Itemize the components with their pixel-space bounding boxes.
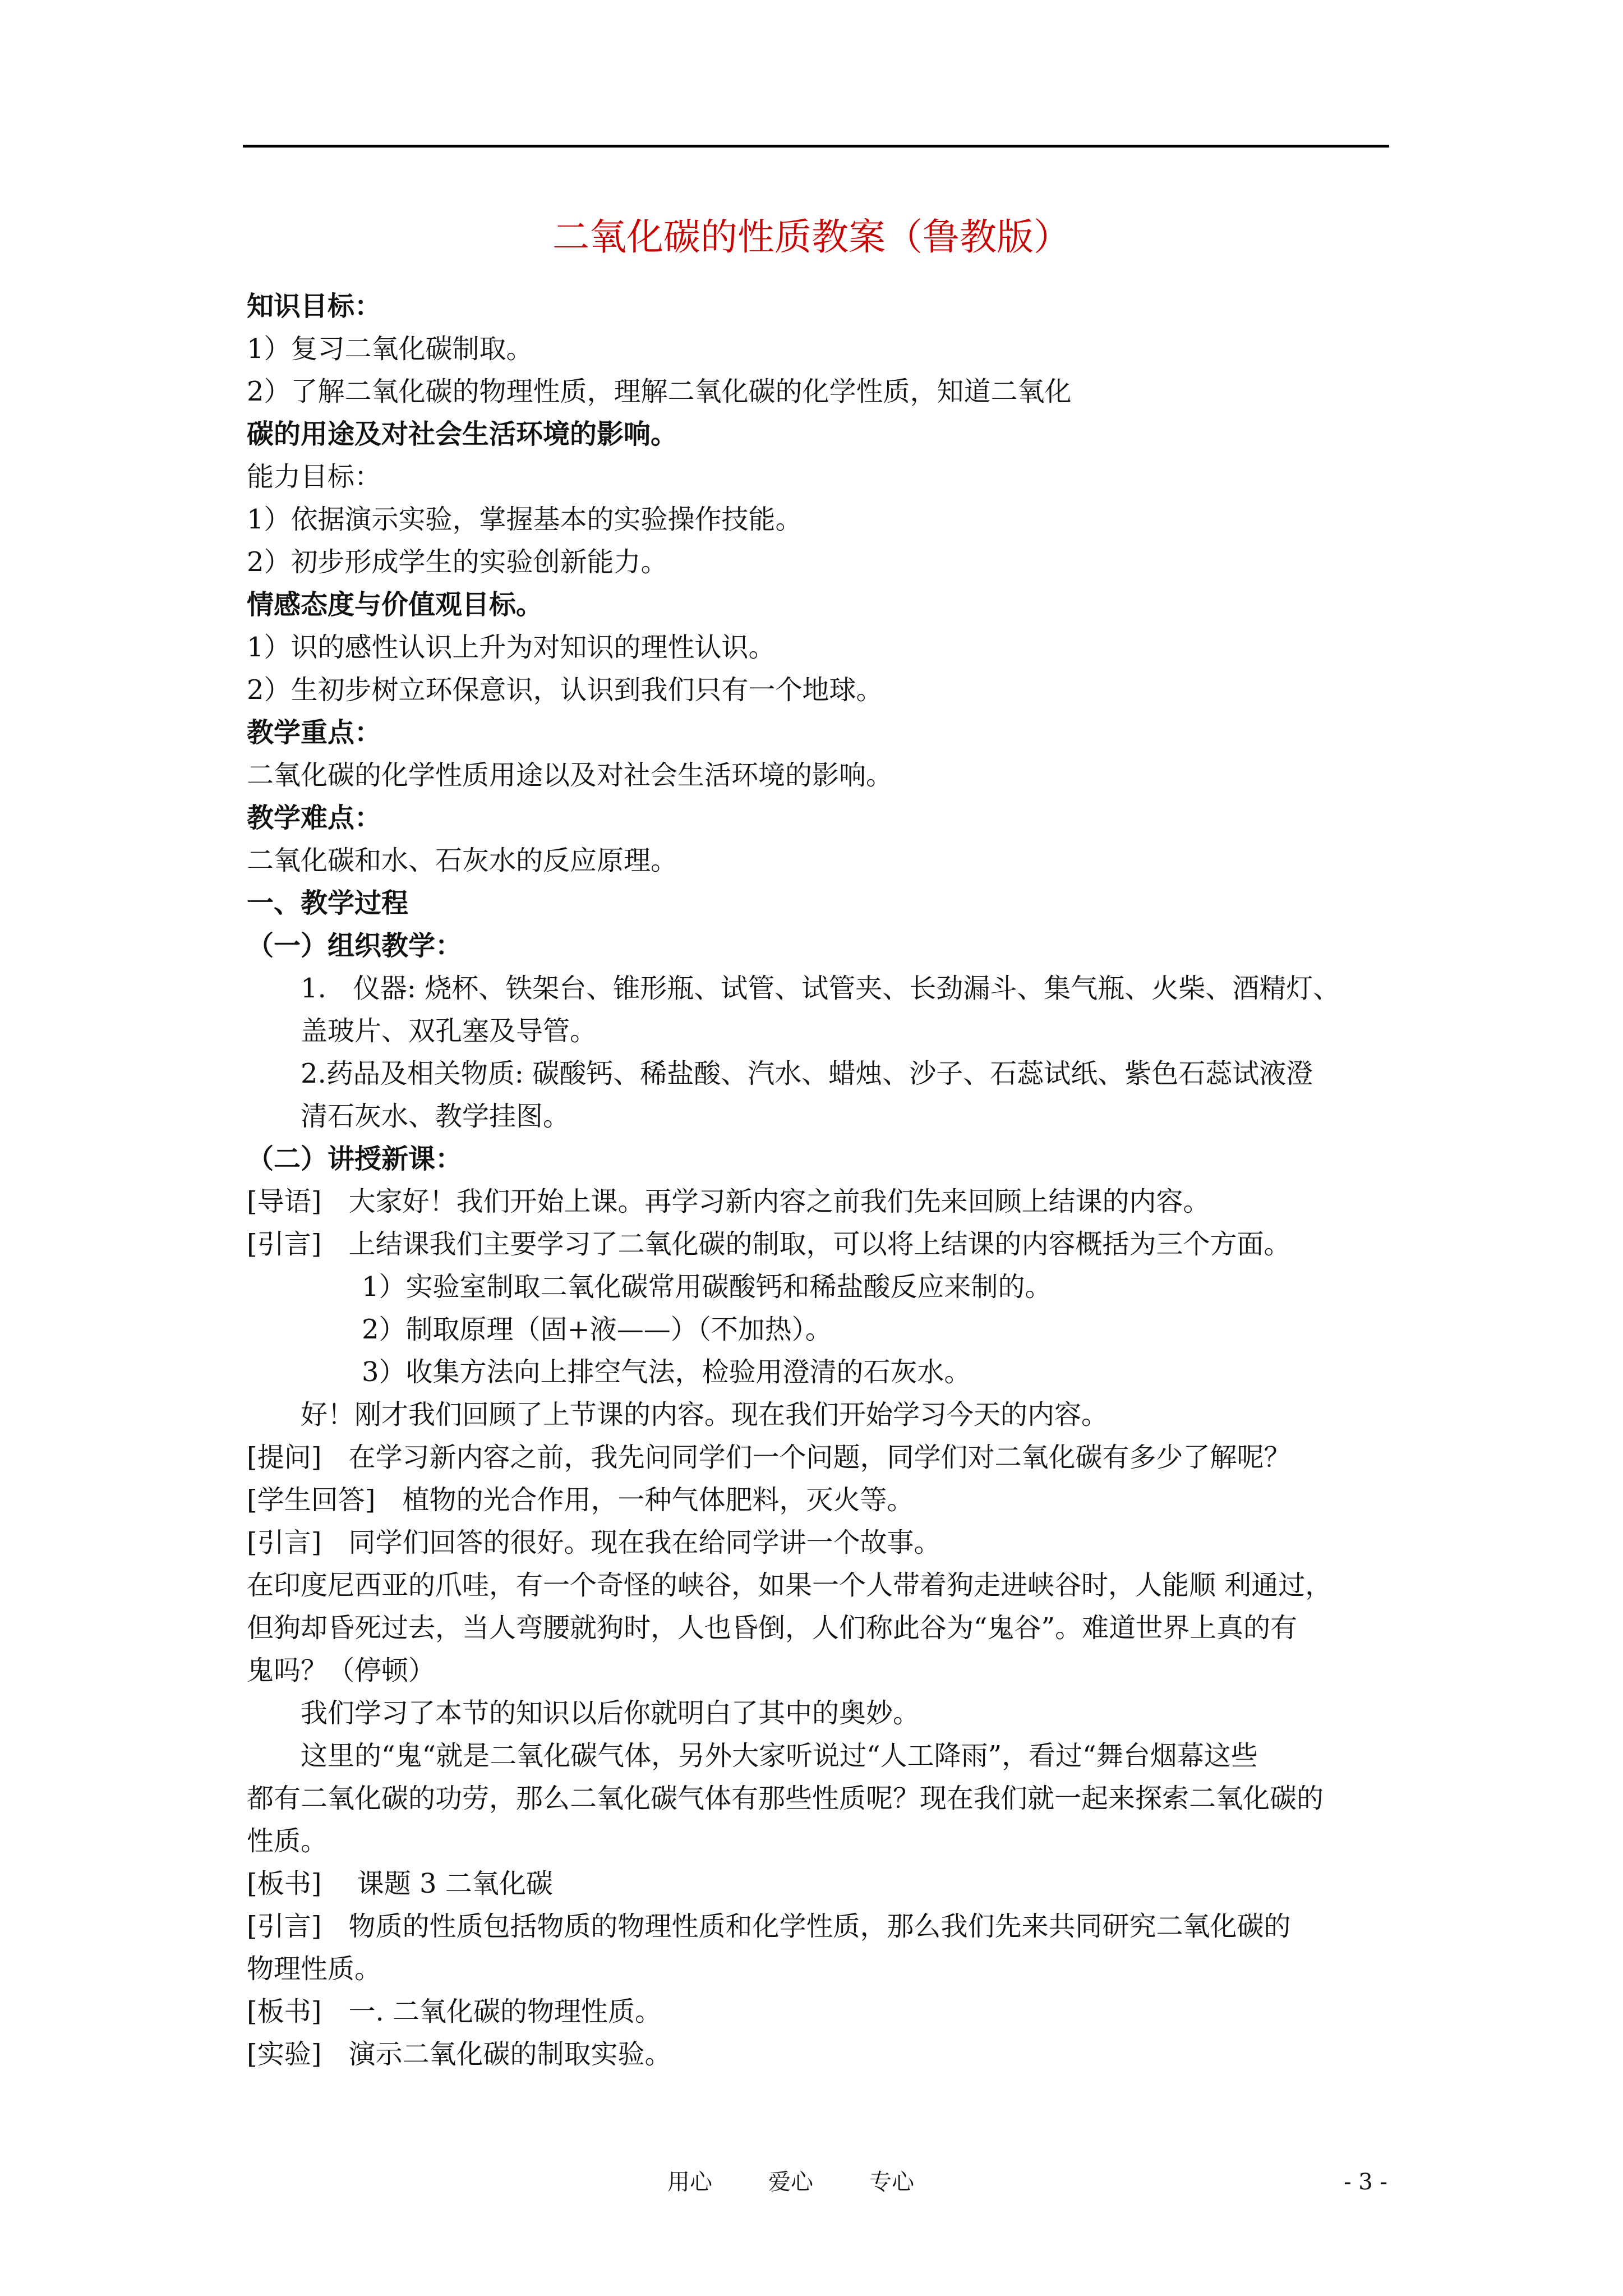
paragraph: [板书] 课题 3 二氧化碳 [247,1868,553,1899]
paragraph: 但狗却昏死过去，当人弯腰就狗时，人也昏倒，人们称此谷为“鬼谷”。难道世界上真的有 [247,1612,1298,1644]
paragraph: 2）生初步树立环保意识，认识到我们只有一个地球。 [247,674,883,706]
document-title: 二氧化碳的性质教案（鲁教版） [552,215,1071,259]
paragraph: [实验] 演示二氧化碳的制取实验。 [247,2039,672,2070]
paragraph: 物理性质。 [247,1953,382,1985]
paragraph: 碳的用途及对社会生活环境的影响。 [247,418,678,450]
paragraph: [板书] 一. 二氧化碳的物理性质。 [247,1996,662,2027]
paragraph: [引言] 同学们回答的很好。现在我在给同学讲一个故事。 [247,1527,941,1558]
paragraph: 性质。 [247,1825,328,1857]
subsection-heading-new-lesson: （二）讲授新课： [247,1143,463,1175]
paragraph: 2）初步形成学生的实验创新能力。 [247,546,668,578]
paragraph: [导语] 大家好！我们开始上课。再学习新内容之前我们先来回顾上结课的内容。 [247,1186,1210,1217]
paragraph: 二氧化碳的化学性质用途以及对社会生活环境的影响。 [247,760,893,791]
list-item-continuation: 盖玻片、双孔塞及导管。 [301,1015,597,1047]
paragraph: [学生回答] 植物的光合作用，一种气体肥料，灭火等。 [247,1484,914,1516]
paragraph: 我们学习了本节的知识以后你就明白了其中的奥妙。 [301,1697,920,1729]
list-item: 1. 仪器: 烧杯、铁架台、锥形瓶、试管、试管夹、长劲漏斗、集气瓶、火柴、酒精灯、 [301,973,1340,1004]
section-heading-ability-goals: 能力目标： [247,461,382,493]
footer-motto-item: 用心 [667,2169,712,2195]
paragraph: 1）复习二氧化碳制取。 [247,333,533,365]
section-heading-difficulties: 教学难点： [247,802,382,834]
list-item: 3）收集方法向上排空气法，检验用澄清的石灰水。 [362,1356,971,1388]
list-item: 2.药品及相关物质: 碳酸钙、稀盐酸、汽水、蜡烛、沙子、石蕊试纸、紫色石蕊试液澄 [301,1058,1313,1089]
list-item: 2）制取原理（固+液——）（不加热）。 [362,1314,832,1345]
section-heading-knowledge-goals: 知识目标： [247,291,382,322]
section-heading-attitude-goals: 情感态度与价值观目标。 [247,589,543,620]
footer-motto [667,2165,970,2199]
paragraph: [引言] 上结课我们主要学习了二氧化碳的制取，可以将上结课的内容概括为三个方面。 [247,1228,1291,1260]
paragraph: 鬼吗？（停顿） [247,1655,436,1686]
paragraph: 1）识的感性认识上升为对知识的理性认识。 [247,632,776,663]
header-rule [243,145,1389,148]
section-heading-teaching-process: 一、教学过程 [247,887,409,919]
list-item-continuation: 清石灰水、教学挂图。 [301,1101,570,1132]
paragraph: 这里的“鬼“就是二氧化碳气体，另外大家听说过“人工降雨”，看过“舞台烟幕这些 [301,1740,1258,1772]
paragraph: [提问] 在学习新内容之前，我先问同学们一个问题，同学们对二氧化碳有多少了解呢？ [247,1442,1291,1473]
paragraph: 二氧化碳和水、石灰水的反应原理。 [247,845,678,876]
section-heading-key-points: 教学重点： [247,717,382,748]
list-item: 1）实验室制取二氧化碳常用碳酸钙和稀盐酸反应来制的。 [362,1271,1052,1303]
footer-motto-item: 爱心 [768,2169,813,2195]
document-body [247,285,1391,2076]
page-number: - 3 - [1344,2169,1387,2195]
paragraph: 在印度尼西亚的爪哇，有一个奇怪的峡谷，如果一个人带着狗走进峡谷时，人能顺 利通过， [247,1570,1332,1601]
paragraph: 都有二氧化碳的功劳，那么二氧化碳气体有那些性质呢？现在我们就一起来探索二氧化碳的 [247,1783,1324,1814]
paragraph: 1）依据演示实验，掌握基本的实验操作技能。 [247,504,803,535]
paragraph: 好！刚才我们回顾了上节课的内容。现在我们开始学习今天的内容。 [301,1399,1109,1430]
footer-motto-item: 专心 [869,2169,914,2195]
paragraph: [引言] 物质的性质包括物质的物理性质和化学性质，那么我们先来共同研究二氧化碳的 [247,1911,1291,1942]
paragraph: 2）了解二氧化碳的物理性质，理解二氧化碳的化学性质，知道二氧化 [247,376,1072,407]
subsection-heading-organize: （一）组织教学： [247,930,463,961]
